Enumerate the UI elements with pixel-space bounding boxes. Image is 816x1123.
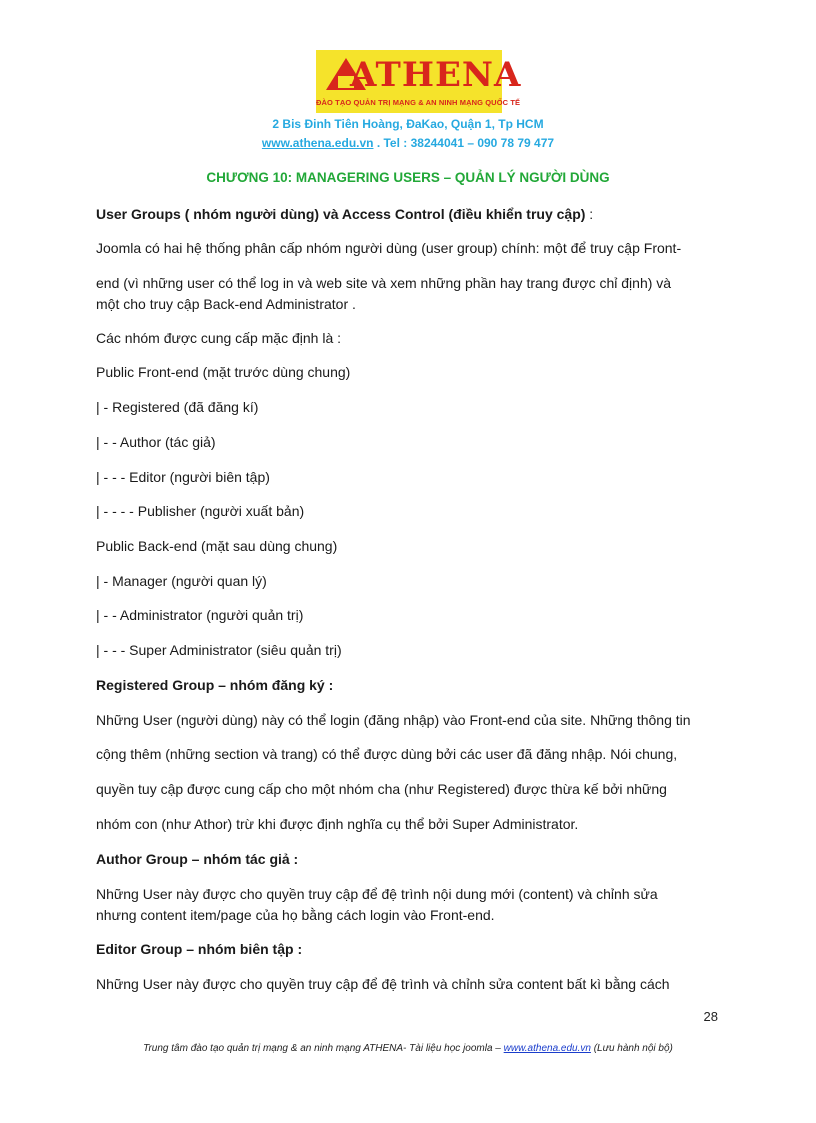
list-item: | - Registered (đã đăng kí) bbox=[96, 399, 259, 415]
logo-tagline: ĐÀO TẠO QUẢN TRỊ MẠNG & AN NINH MẠNG QUỐC TẾ bbox=[316, 98, 521, 107]
header-contact bbox=[0, 136, 816, 150]
page-footer bbox=[0, 1043, 816, 1054]
header-website-link[interactable]: www.athena.edu.vn bbox=[261, 136, 374, 150]
paragraph-line: Các nhóm được cung cấp mặc định là : bbox=[96, 330, 342, 346]
paragraph-line: Joomla có hai hệ thống phân cấp nhóm người dùng (user group) chính: một để truy cập Front- bbox=[96, 240, 682, 256]
paragraph-line: Những User này được cho quyền truy cập để đệ trình và chỉnh sửa content bất kì bằng cách bbox=[96, 976, 670, 992]
athena-logo bbox=[316, 50, 522, 113]
paragraph-line: một cho truy cập Back-end Administrator . bbox=[96, 296, 356, 312]
list-item: | - - - - Publisher (người xuất bản) bbox=[96, 503, 305, 519]
paragraph-line: end (vì những user có thể log in và web site và xem những phần hay trang được chỉ định) và bbox=[96, 275, 672, 291]
footer-suffix: (Lưu hành nội bộ) bbox=[590, 1043, 673, 1054]
list-item: Public Back-end (mặt sau dùng chung) bbox=[96, 538, 338, 554]
section-heading: Editor Group – nhóm biên tập : bbox=[96, 941, 303, 957]
paragraph-line: nhưng content item/page của họ bằng cách login vào Front-end. bbox=[96, 907, 495, 923]
chapter-title: CHƯƠNG 10: MANAGERING USERS – QUẢN LÝ NGƯỜI DÙNG bbox=[206, 170, 610, 185]
header-address: 2 Bis Đinh Tiên Hoàng, ĐaKao, Quận 1, Tp HCM bbox=[272, 117, 544, 131]
list-item: | - - Author (tác giả) bbox=[96, 434, 216, 450]
paragraph-line: nhóm con (như Athor) trừ khi được định nghĩa cụ thể bởi Super Administrator. bbox=[96, 816, 579, 832]
list-item: | - - - Editor (người biên tập) bbox=[96, 469, 270, 485]
list-item: | - Manager (người quan lý) bbox=[96, 573, 267, 589]
paragraph-line: quyền tuy cập được cung cấp cho một nhóm cha (như Registered) được thừa kế bởi những bbox=[96, 781, 667, 797]
paragraph-line: Những User (người dùng) này có thể login (đăng nhập) vào Front-end của site. Những thông tin bbox=[96, 712, 691, 728]
paragraph-line: cộng thêm (những section và trang) có thể được dùng bởi các user đã đăng nhập. Nói chung, bbox=[96, 746, 678, 762]
footer-prefix: Trung tâm đào tạo quản trị mạng & an ninh mạng ATHENA- Tài liệu học joomla – bbox=[143, 1043, 504, 1054]
section-heading: Registered Group – nhóm đăng ký : bbox=[96, 677, 334, 693]
list-item: | - - - Super Administrator (siêu quản trị) bbox=[96, 642, 342, 658]
footer-website-link[interactable]: www.athena.edu.vn bbox=[503, 1043, 591, 1054]
logo-brand-text: ATHENA bbox=[350, 55, 522, 95]
header-phone: . Tel : 38244041 – 090 78 79 477 bbox=[373, 136, 555, 150]
page-number: 28 bbox=[703, 1009, 718, 1024]
list-item: | - - Administrator (người quản trị) bbox=[96, 607, 304, 623]
paragraph-line: Những User này được cho quyền truy cập để đệ trình nội dung mới (content) và chỉnh sửa bbox=[96, 886, 658, 902]
section-heading: Author Group – nhóm tác giả : bbox=[96, 851, 299, 867]
section-heading: User Groups ( nhóm người dùng) và Access Control (điều khiển truy cập) : bbox=[96, 206, 594, 222]
list-item: Public Front-end (mặt trước dùng chung) bbox=[96, 364, 351, 380]
